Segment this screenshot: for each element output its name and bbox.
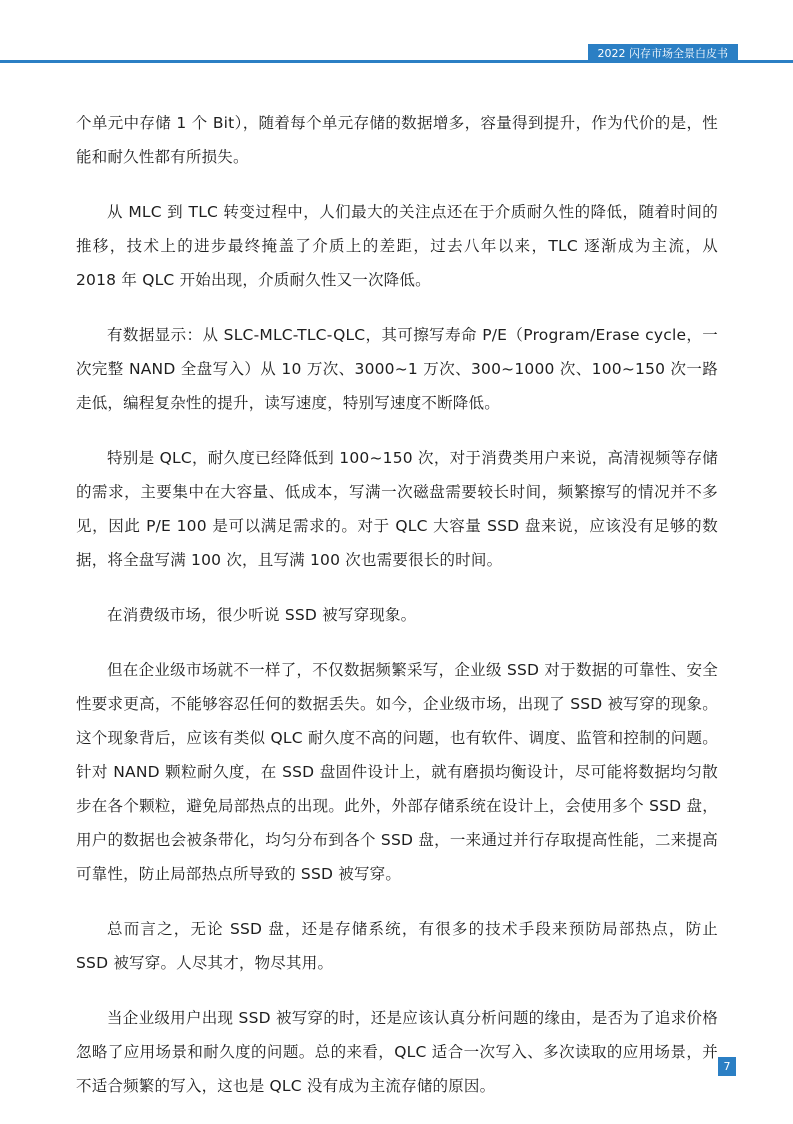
paragraph-mlc-tlc: 从 MLC 到 TLC 转变过程中，人们最大的关注点还在于介质耐久性的降低，随着时间的推移，技术上的进步最终掩盖了介质上的差距，过去八年以来，TLC 逐渐成为主流，从 2018 年 QLC 开始出现，介质耐久性又一次降低。	[76, 203, 718, 289]
document-title-tab: 2022 闪存市场全景白皮书	[588, 44, 739, 63]
page-body	[76, 106, 718, 1124]
paragraph-continued: 个单元中存储 1 个 Bit），随着每个单元存储的数据增多，容量得到提升，作为代价的是，性能和耐久性都有所损失。	[76, 114, 718, 166]
paragraph-pe-cycles: 有数据显示：从 SLC-MLC-TLC-QLC，其可擦写寿命 P/E（Program/Erase cycle，一次完整 NAND 全盘写入）从 10 万次、3000~1 万次、300~1000 次、100~150 次一路走低，编程复杂性的提升，读写速度，特别写速度不断降低。	[76, 326, 718, 412]
paragraph-conclusion: 当企业级用户出现 SSD 被写穿的时，还是应该认真分析问题的缘由，是否为了追求价格忽略了应用场景和耐久度的问题。总的来看，QLC 适合一次写入、多次读取的应用场景，并不适合频繁的写入，这也是 QLC 没有成为主流存储的原因。	[76, 1009, 718, 1095]
paragraph-consumer-market: 在消费级市场，很少听说 SSD 被写穿现象。	[107, 606, 417, 624]
paragraph-summary: 总而言之，无论 SSD 盘，还是存储系统，有很多的技术手段来预防局部热点，防止 SSD 被写穿。人尽其才，物尽其用。	[76, 920, 718, 972]
paragraph-qlc-consumer: 特别是 QLC，耐久度已经降低到 100~150 次，对于消费类用户来说，高清视频等存储的需求，主要集中在大容量、低成本，写满一次磁盘需要较长时间，频繁擦写的情况并不多见，因此 P/E 100 是可以满足需求的。对于 QLC 大容量 SSD 盘来说，应该没有足够的数据，将全盘写满 100 次，且写满 100 次也需要很长的时间。	[76, 449, 718, 569]
page-number-badge: 7	[718, 1057, 736, 1076]
paragraph-enterprise-market: 但在企业级市场就不一样了，不仅数据频繁采写，企业级 SSD 对于数据的可靠性、安全性要求更高，不能够容忍任何的数据丢失。如今，企业级市场，出现了 SSD 被写穿的现象。这个现象背后，应该有类似 QLC 耐久度不高的问题，也有软件、调度、监管和控制的问题。针对 NAND 颗粒耐久度，在 SSD 盘固件设计上，就有磨损均衡设计，尽可能将数据均匀散步在各个颗粒，避免局部热点的出现。此外，外部存储系统在设计上，会使用多个 SSD 盘，用户的数据也会被条带化，均匀分布到各个 SSD 盘，一来通过并行存取提高性能，二来提高可靠性，防止局部热点所导致的 SSD 被写穿。	[76, 661, 718, 883]
